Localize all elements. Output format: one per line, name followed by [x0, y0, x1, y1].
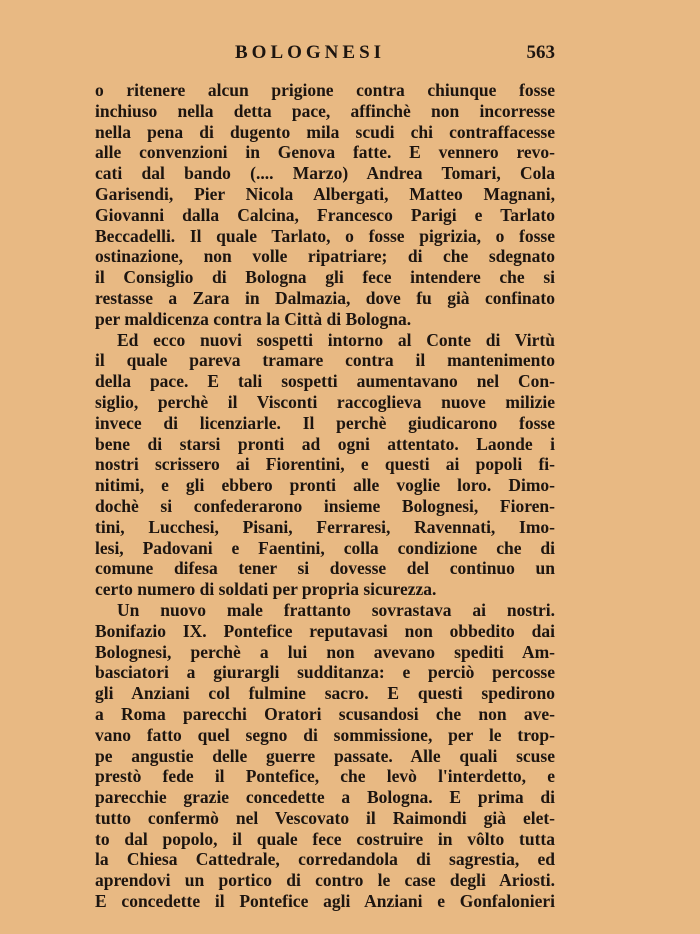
text-line: Un nuovo male frattanto sovrastava ai nostri. [117, 599, 555, 620]
page-header [95, 42, 555, 66]
text-line: cati dal bando (.... Marzo) Andrea Tomari, Cola [95, 163, 555, 184]
text-line: tutto confermò nel Vescovato il Raimondi già elet- [95, 807, 555, 828]
text-line: dochè si confederarono insieme Bolognesi, Fioren- [95, 495, 555, 516]
text-line: vano fatto quel segno di sommissione, per le trop- [95, 724, 555, 745]
text-line: della pace. E tali sospetti aumentavano nel Con- [95, 371, 555, 392]
text-line: Ed ecco nuovi sospetti intorno al Conte di Virtù [117, 329, 555, 350]
text-line: nitimi, e gli ebbero pronti alle voglie loro. Dimo- [95, 475, 555, 496]
text-line: aprendovi un portico di contro le case degli Ariosti. [95, 870, 555, 891]
text-line: per maldicenza contra la Città di Bologna. [95, 308, 412, 329]
text-line: inchiuso nella detta pace, affinchè non incorresse [95, 100, 555, 121]
text-line: ostinazione, non volle ripatriare; di che sdegnato [95, 246, 555, 267]
text-line: o ritenere alcun prigione contra chiunque fosse [95, 80, 555, 100]
text-line: tini, Lucchesi, Pisani, Ferraresi, Ravennati, Imo- [95, 516, 555, 537]
text-line: nostri scrissero ai Fiorentini, e questi ai popoli fi- [95, 454, 555, 475]
text-line: prestò fede il Pontefice, che levò l'interdetto, e [95, 766, 555, 787]
text-line: bene di starsi pronti ad ogni attentato. Laonde i [95, 433, 555, 454]
text-line: gli Anziani col fulmine sacro. E questi spedirono [95, 683, 555, 704]
text-line: Bolognesi, perchè a lui non avevano spediti Am- [95, 641, 555, 662]
text-line: comune difesa tener si dovesse del continuo un [95, 558, 555, 579]
text-line: Garisendi, Pier Nicola Albergati, Matteo Magnani, [95, 183, 555, 204]
text-line: il quale pareva tramare contra il mantenimento [95, 350, 555, 371]
running-head: BOLOGNESI [235, 42, 386, 63]
text-line: to dal popolo, il quale fece costruire in vôlto tutta [95, 828, 555, 849]
text-line: Bonifazio IX. Pontefice reputavasi non obbedito dai [95, 620, 555, 641]
text-line: nella pena di dugento mila scudi chi contraffacesse [95, 121, 555, 142]
text-line: lesi, Padovani e Faentini, colla condizione che di [95, 537, 555, 558]
text-line: certo numero di soldati per propria sicurezza. [95, 579, 437, 600]
text-line: Giovanni dalla Calcina, Francesco Parigi e Tarlato [95, 204, 555, 225]
text-line: Beccadelli. Il quale Tarlato, o fosse pigrizia, o fosse [95, 225, 555, 246]
body-text [95, 80, 555, 912]
text-line: E concedette il Pontefice agli Anziani e Gonfalonieri [95, 891, 555, 912]
page-number: 563 [526, 42, 555, 63]
text-line: alle convenzioni in Genova fatte. E vennero revo- [95, 142, 555, 163]
text-line: restasse a Zara in Dalmazia, dove fu già confinato [95, 287, 555, 308]
text-line: il Consiglio di Bologna gli fece intendere che si [95, 267, 555, 288]
text-line: la Chiesa Cattedrale, corredandola di sagrestia, ed [95, 849, 555, 870]
text-line: invece di licenziarle. Il perchè giudicarono fosse [95, 412, 555, 433]
text-line: pe angustie delle guerre passate. Alle quali scuse [95, 745, 555, 766]
text-line: basciatori a giurargli sudditanza: e perciò percosse [95, 662, 555, 683]
text-line: siglio, perchè il Visconti raccoglieva nuove milizie [95, 391, 555, 412]
text-line: parecchie grazie concedette a Bologna. E prima di [95, 787, 555, 808]
text-line: a Roma parecchi Oratori scusandosi che non ave- [95, 703, 555, 724]
